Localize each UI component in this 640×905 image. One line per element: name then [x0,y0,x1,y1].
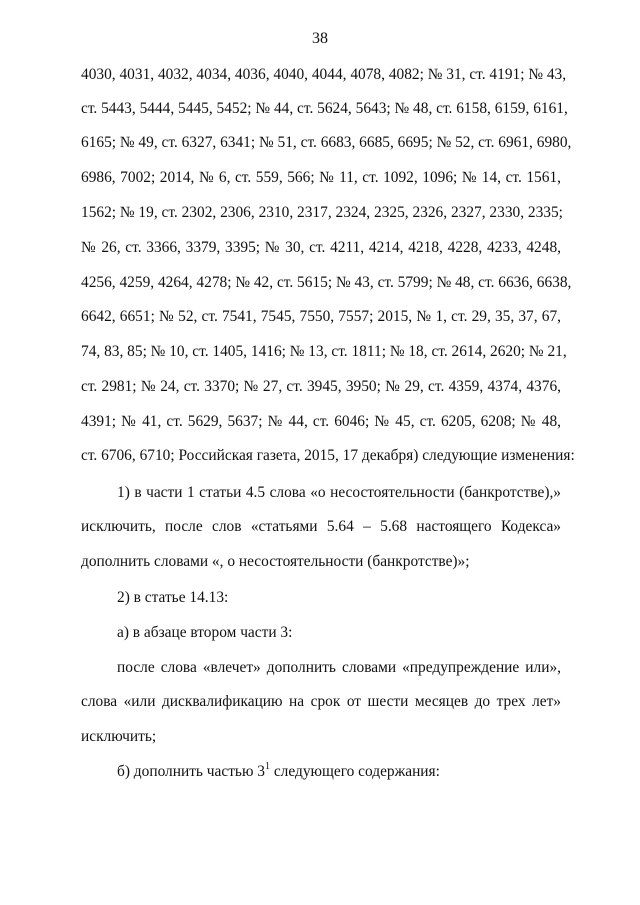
text-line: 4391; № 41, ст. 5629, 5637; № 44, ст. 6046; № 45, ст. 6205, 6208; № 48, [81,413,561,430]
text-line: 6165; № 49, ст. 6327, 6341; № 51, ст. 6683, 6685, 6695; № 52, ст. 6961, 6980, [81,134,572,151]
item-1-line: дополнить словами «, о несостоятельности (банкротстве)»; [81,553,470,570]
item-1-line: исключить, после слов «статьями 5.64 – 5.68 настоящего Кодекса» [81,518,561,535]
item-2b-superscript: 1 [265,761,270,772]
item-2a-line: слова «или дисквалификацию на срок от шести месяцев до трех лет» [81,693,561,710]
text-line: 74, 83, 85; № 10, ст. 1405, 1416; № 13, ст. 1811; № 18, ст. 2614, 2620; № 21, [81,343,567,360]
item-1-line: 1) в части 1 статьи 4.5 слова «о несостоятельности (банкротстве),» [117,484,561,501]
text-line: 6986, 7002; 2014, № 6, ст. 559, 566; № 11, ст. 1092, 1096; № 14, ст. 1561, [81,169,561,186]
item-2b-prefix: б) дополнить частью 3 [117,763,265,780]
text-line: 1562; № 19, ст. 2302, 2306, 2310, 2317, 2324, 2325, 2326, 2327, 2330, 2335; [81,204,563,221]
item-2-heading: 2) в статье 14.13: [117,589,229,606]
item-2a-line: исключить; [81,728,157,745]
text-line: 4256, 4259, 4264, 4278; № 42, ст. 5615; № 43, ст. 5799; № 48, ст. 6636, 6638, [81,274,572,291]
text-line: № 26, ст. 3366, 3379, 3395; № 30, ст. 4211, 4214, 4218, 4228, 4233, 4248, [81,239,561,256]
text-line: ст. 6706, 6710; Российская газета, 2015, 17 декабря) следующие изменения: [81,447,575,464]
item-2a-line: после слова «влечет» дополнить словами «предупреждение или», [117,659,561,676]
item-2b-line [117,763,561,781]
text-line: 4030, 4031, 4032, 4034, 4036, 4040, 4044, 4078, 4082; № 31, ст. 4191; № 43, [81,66,567,83]
item-2b-suffix: следующего содержания: [270,763,440,780]
page-number: 38 [312,30,328,47]
item-2a-heading: а) в абзаце втором части 3: [117,624,293,641]
text-line: ст. 2981; № 24, ст. 3370; № 27, ст. 3945, 3950; № 29, ст. 4359, 4374, 4376, [81,378,561,395]
text-line: ст. 5443, 5444, 5445, 5452; № 44, ст. 5624, 5643; № 48, ст. 6158, 6159, 6161, [81,100,568,117]
text-line: 6642, 6651; № 52, ст. 7541, 7545, 7550, 7557; 2015, № 1, ст. 29, 35, 37, 67, [81,308,561,325]
